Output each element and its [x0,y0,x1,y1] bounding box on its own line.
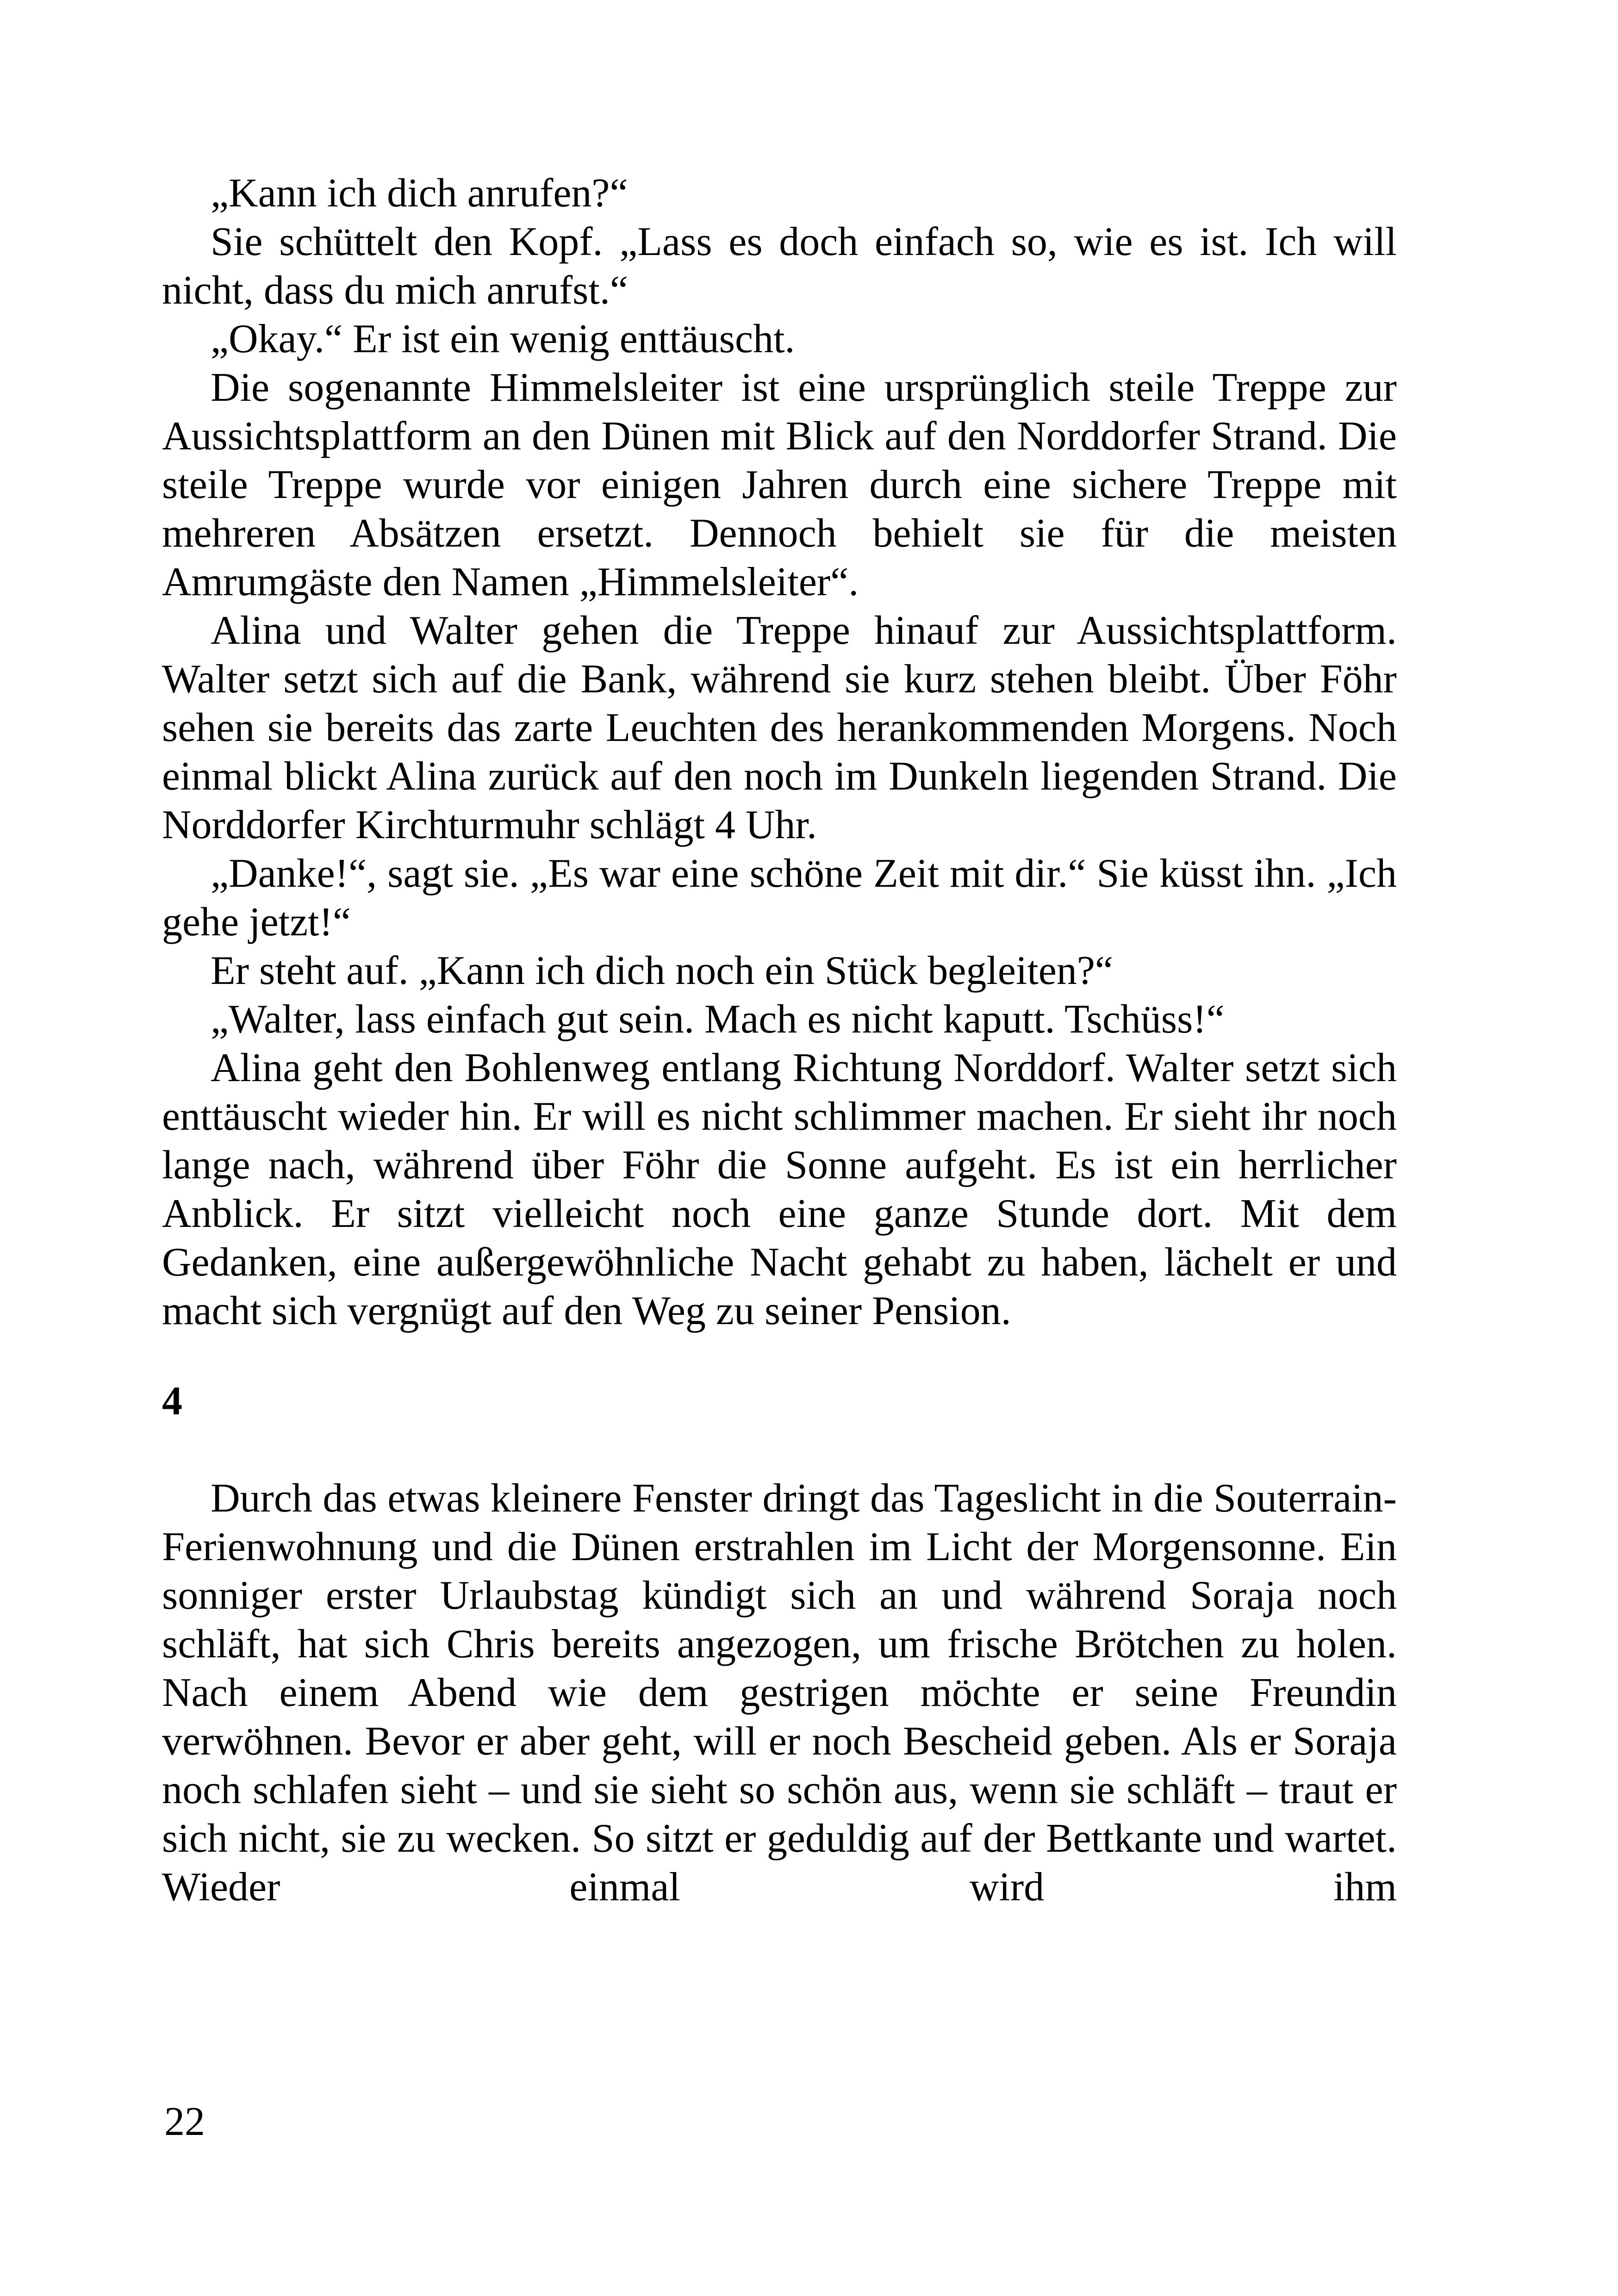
paragraph: „Walter, lass einfach gut sein. Mach es nicht kaputt. Tschüss!“ [211,997,1225,1042]
paragraph: Alina geht den Bohlenweg entlang Richtung Norddorf. Walter setzt sich enttäuscht wieder hin. Er will es nicht schlimmer machen. Er sieht ihr noch lange nach, während über Föhr die Sonne aufgeht. Es ist ein herrlicher Anblick. Er sitzt vielleicht noch eine ganze Stunde dort. Mit dem Gedanken, eine außergewöhnliche Nacht gehabt zu haben, lächelt er und macht sich vergnügt auf den Weg zu seiner Pension. [162,1045,1397,1333]
chapter-heading: 4 [162,1379,182,1424]
section-2-text [162,1474,1397,1911]
paragraph: Alina und Walter gehen die Treppe hinauf zur Aussichtsplattform. Walter setzt sich auf die Bank, während sie kurz stehen bleibt. Über Föhr sehen sie bereits das zarte Leuchten des herankommenden Morgens. Noch einmal blickt Alina zurück auf den noch im Dunkeln liegenden Strand. Die Norddorfer Kirchturmuhr schlägt 4 Uhr. [162,608,1397,847]
page-number: 22 [164,2099,205,2144]
paragraph: „Okay.“ Er ist ein wenig enttäuscht. [211,317,795,361]
paragraph: Die sogenannte Himmelsleiter ist eine ursprünglich steile Treppe zur Aussichtsplattform an den Dünen mit Blick auf den Norddorfer Strand. Die steile Treppe wurde vor einigen Jahren durch eine sichere Treppe mit mehreren Absätzen ersetzt. Dennoch behielt sie für die meisten Amrumgäste den Namen „Himmelsleiter“. [162,365,1397,604]
paragraph: Sie schüttelt den Kopf. „Lass es doch einfach so, wie es ist. Ich will nicht, dass du mich anrufst.“ [162,219,1397,313]
paragraph: „Kann ich dich anrufen?“ [211,171,628,216]
section-1-text [162,169,1397,1335]
paragraph: Er steht auf. „Kann ich dich noch ein Stück begleiten?“ [211,948,1113,993]
paragraph: „Danke!“, sagt sie. „Es war eine schöne Zeit mit dir.“ Sie küsst ihn. „Ich gehe jetzt!“ [162,851,1397,945]
paragraph: Durch das etwas kleinere Fenster dringt das Tageslicht in die Souterrain-Ferienwohnung und die Dünen erstrahlen im Licht der Morgensonne. Ein sonniger erster Urlaubstag kündigt sich an und während Soraja noch schläft, hat sich Chris bereits angezogen, um frische Brötchen zu holen. Nach einem Abend wie dem gestrigen möchte er seine Freundin verwöhnen. Bevor er aber geht, will er noch Bescheid geben. Als er Soraja noch schlafen sieht – und sie sieht so schön aus, wenn sie schläft – traut er sich nicht, sie zu wecken. So sitzt er geduldig auf der Bettkante und wartet. Wieder einmal wird ihm [162,1476,1397,1910]
